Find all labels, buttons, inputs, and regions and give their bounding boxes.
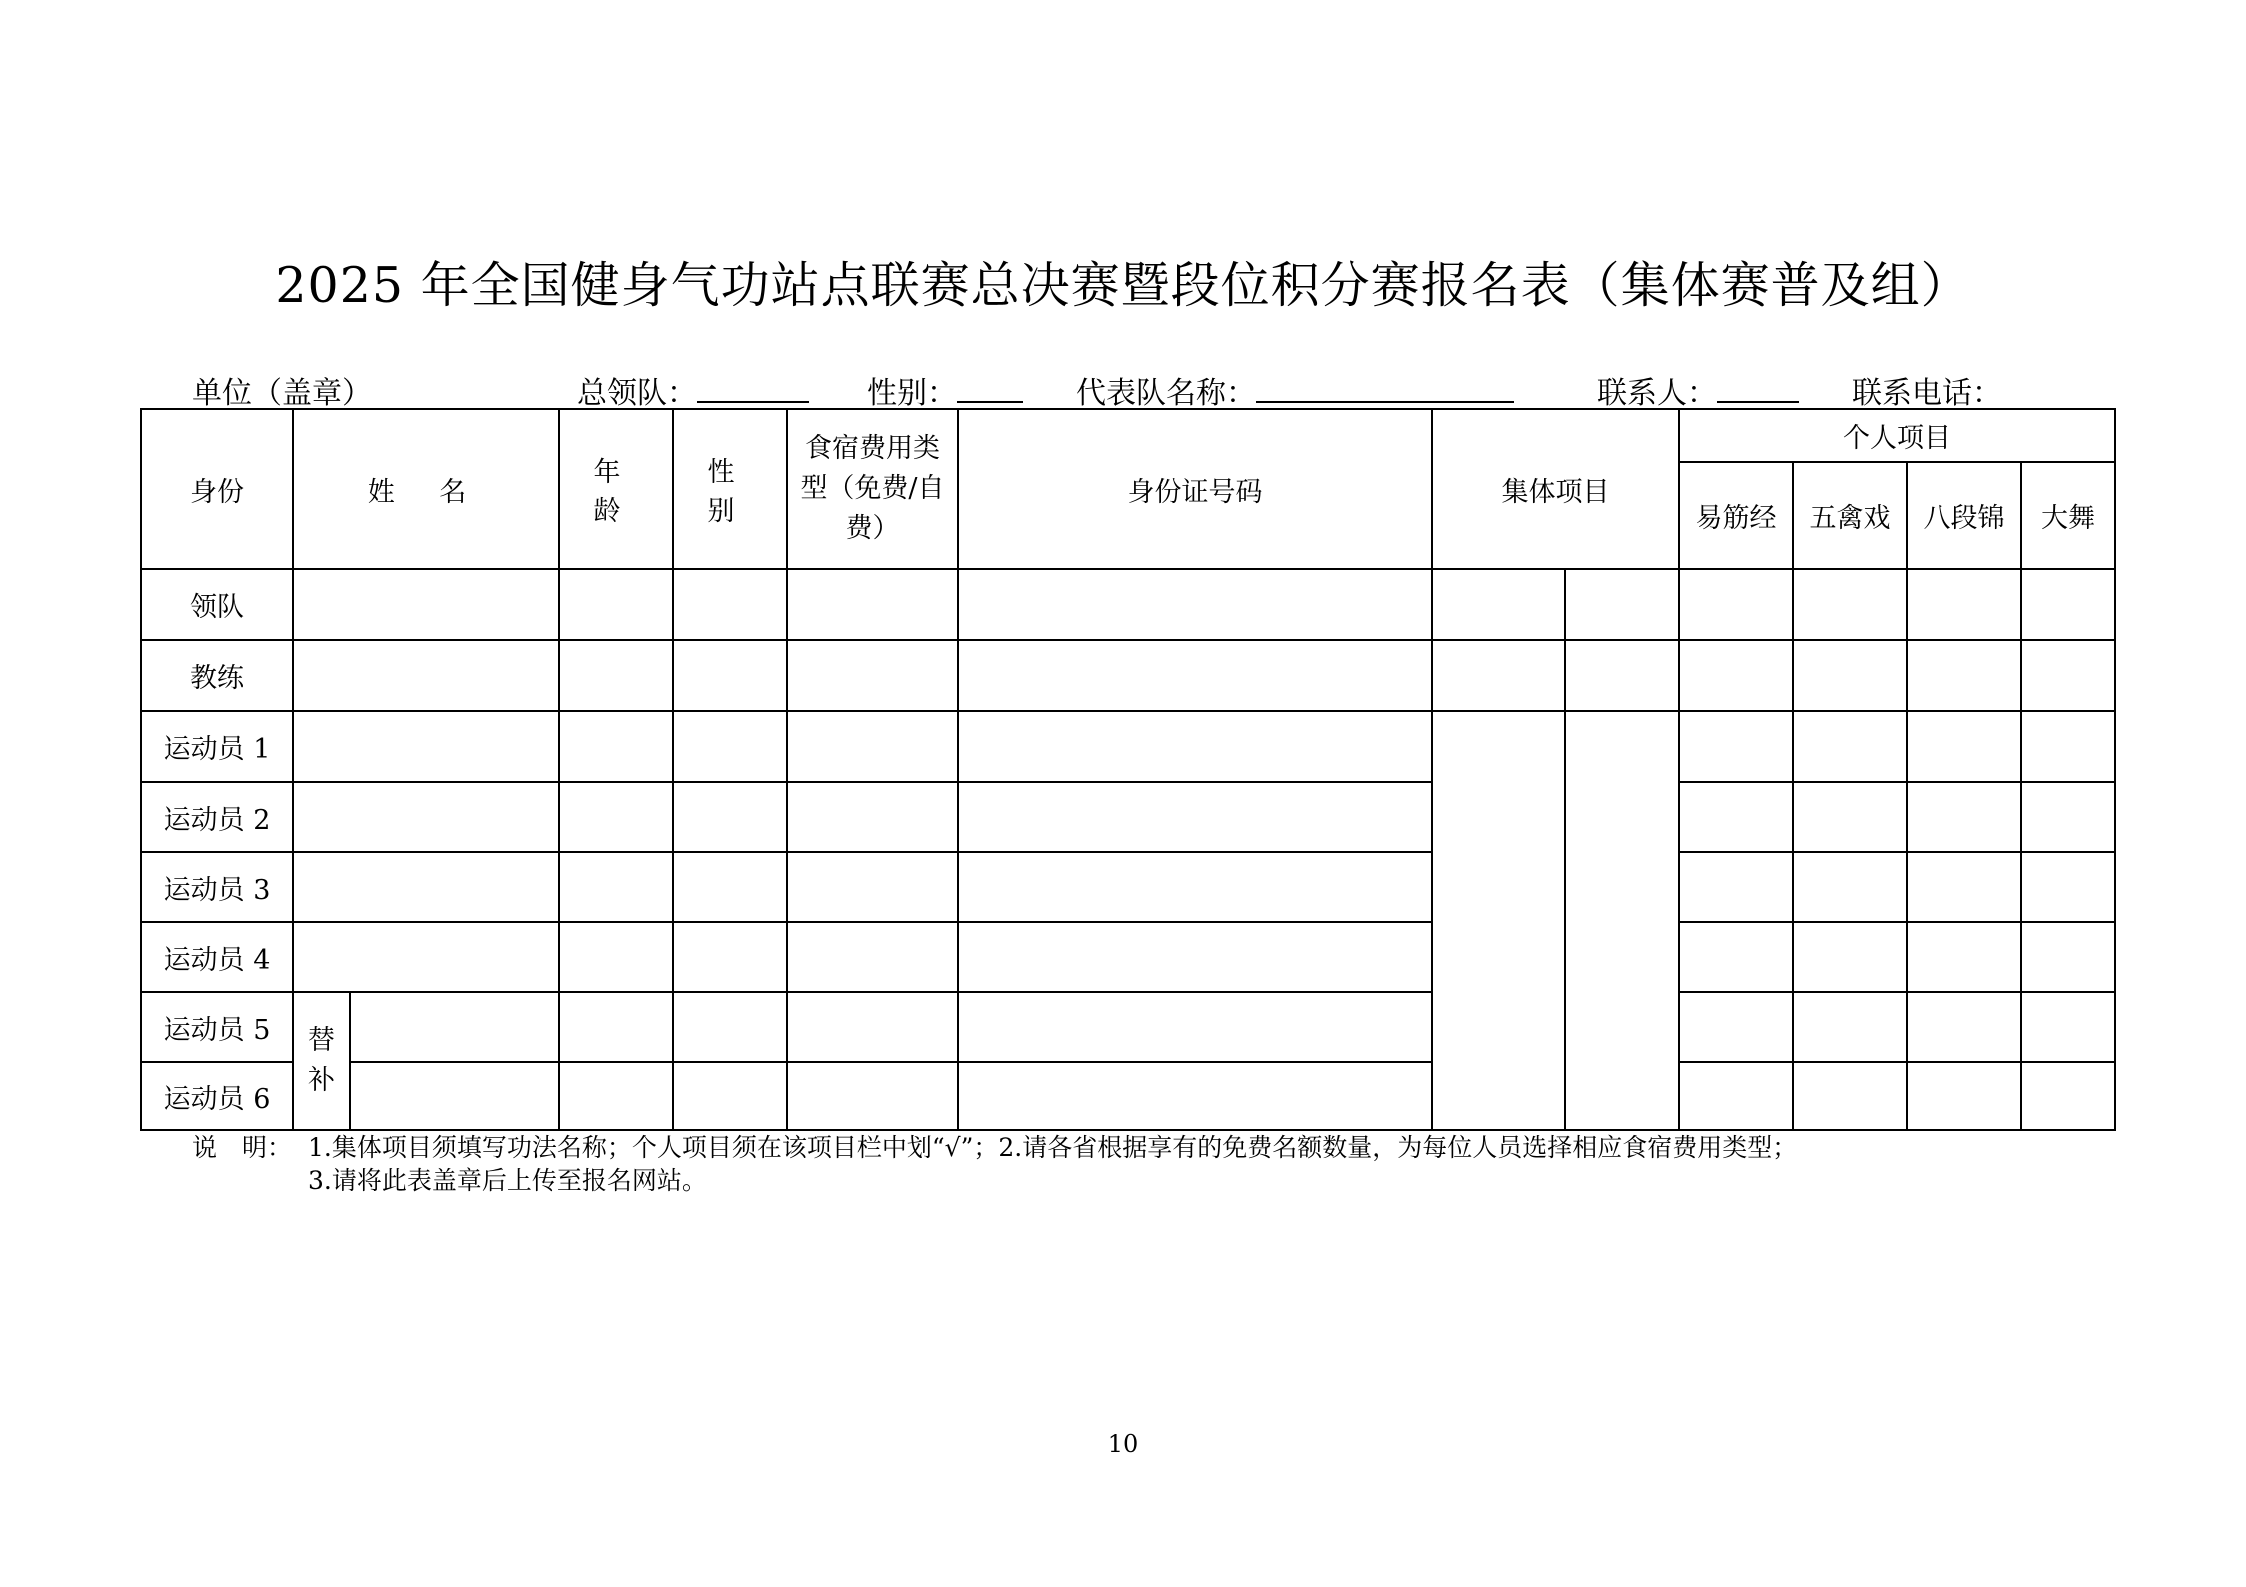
id-number-cell[interactable] xyxy=(958,782,1432,852)
page-number: 10 xyxy=(1107,1430,1139,1458)
age-cell[interactable] xyxy=(559,852,673,922)
dawu-cell[interactable] xyxy=(2021,1062,2115,1130)
age-cell[interactable] xyxy=(559,711,673,782)
wuqinxi-cell[interactable] xyxy=(1793,782,1907,852)
gender-cell[interactable] xyxy=(673,640,787,711)
contact-field xyxy=(1597,368,1799,412)
age-cell[interactable] xyxy=(559,640,673,711)
baduanjin-cell[interactable] xyxy=(1907,569,2021,640)
substitute-label: 替补 xyxy=(293,992,350,1130)
fee-type-cell[interactable] xyxy=(787,922,958,992)
group-event-cell[interactable] xyxy=(1432,640,1565,711)
id-number-cell[interactable] xyxy=(958,569,1432,640)
wuqinxi-cell[interactable] xyxy=(1793,852,1907,922)
col-header-name: 姓 名 xyxy=(293,409,559,569)
team-name-field xyxy=(1076,368,1514,412)
gender-blank[interactable] xyxy=(957,371,1023,403)
age-cell[interactable] xyxy=(559,1062,673,1130)
table-row xyxy=(141,640,2115,711)
team-name-label: 代表队名称： xyxy=(1076,376,1256,411)
gender-field xyxy=(867,368,1023,412)
baduanjin-cell[interactable] xyxy=(1907,782,2021,852)
fee-type-cell[interactable] xyxy=(787,782,958,852)
table-row xyxy=(141,852,2115,922)
name-cell[interactable] xyxy=(293,569,559,640)
row-label-athlete-3: 运动员 3 xyxy=(141,852,293,922)
row-label-athlete-5: 运动员 5 xyxy=(141,992,293,1062)
row-label-athlete-1: 运动员 1 xyxy=(141,711,293,782)
col-header-group-event: 集体项目 xyxy=(1432,409,1679,569)
contact-blank[interactable] xyxy=(1717,371,1799,403)
name-cell[interactable] xyxy=(293,711,559,782)
id-number-cell[interactable] xyxy=(958,992,1432,1062)
fee-type-cell[interactable] xyxy=(787,711,958,782)
leader-blank[interactable] xyxy=(697,371,809,403)
name-cell[interactable] xyxy=(293,782,559,852)
yijinjing-cell[interactable] xyxy=(1679,992,1793,1062)
col-header-yijinjing: 易筋经 xyxy=(1679,462,1793,569)
fee-type-cell[interactable] xyxy=(787,640,958,711)
col-header-identity: 身份 xyxy=(141,409,293,569)
notes-line-1: 1.集体项目须填写功法名称；个人项目须在该项目栏中划“√”；2.请各省根据享有的免费名额数量，为每位人员选择相应食宿费用类型； xyxy=(308,1133,1798,1162)
baduanjin-cell[interactable] xyxy=(1907,992,2021,1062)
dawu-cell[interactable] xyxy=(2021,640,2115,711)
group-event-cell[interactable] xyxy=(1565,569,1679,640)
dawu-cell[interactable] xyxy=(2021,922,2115,992)
id-number-cell[interactable] xyxy=(958,852,1432,922)
age-cell[interactable] xyxy=(559,782,673,852)
baduanjin-cell[interactable] xyxy=(1907,922,2021,992)
table-row xyxy=(141,1062,2115,1130)
leader-field xyxy=(577,368,809,412)
baduanjin-cell[interactable] xyxy=(1907,1062,2021,1130)
notes-label: 说 明： xyxy=(192,1133,293,1162)
contact-label: 联系人： xyxy=(1597,376,1717,411)
table-row xyxy=(141,711,2115,782)
gender-cell[interactable] xyxy=(673,782,787,852)
yijinjing-cell[interactable] xyxy=(1679,640,1793,711)
dawu-cell[interactable] xyxy=(2021,852,2115,922)
gender-cell[interactable] xyxy=(673,992,787,1062)
dawu-cell[interactable] xyxy=(2021,711,2115,782)
gender-cell[interactable] xyxy=(673,852,787,922)
wuqinxi-cell[interactable] xyxy=(1793,922,1907,992)
group-event-merged-cell[interactable] xyxy=(1432,711,1565,1130)
gender-cell[interactable] xyxy=(673,922,787,992)
col-header-dawu: 大舞 xyxy=(2021,462,2115,569)
row-label-athlete-4: 运动员 4 xyxy=(141,922,293,992)
age-cell[interactable] xyxy=(559,922,673,992)
phone-label: 联系电话： xyxy=(1852,376,2002,411)
id-number-cell[interactable] xyxy=(958,1062,1432,1130)
age-cell[interactable] xyxy=(559,992,673,1062)
registration-table xyxy=(140,408,2116,1131)
unit-label: 单位（盖章） xyxy=(192,376,372,411)
table-row xyxy=(141,569,2115,640)
baduanjin-cell[interactable] xyxy=(1907,711,2021,782)
leader-label: 总领队： xyxy=(577,376,697,411)
wuqinxi-cell[interactable] xyxy=(1793,711,1907,782)
col-header-gender: 性 别 xyxy=(673,409,787,569)
wuqinxi-cell[interactable] xyxy=(1793,1062,1907,1130)
row-label-athlete-6: 运动员 6 xyxy=(141,1062,293,1130)
id-number-cell[interactable] xyxy=(958,640,1432,711)
yijinjing-cell[interactable] xyxy=(1679,922,1793,992)
col-header-age: 年 龄 xyxy=(559,409,673,569)
fee-type-cell[interactable] xyxy=(787,992,958,1062)
row-label-coach: 教练 xyxy=(141,640,293,711)
wuqinxi-cell[interactable] xyxy=(1793,569,1907,640)
col-header-baduanjin: 八段锦 xyxy=(1907,462,2021,569)
baduanjin-cell[interactable] xyxy=(1907,640,2021,711)
group-event-merged-cell[interactable] xyxy=(1565,711,1679,1130)
fee-type-cell[interactable] xyxy=(787,852,958,922)
col-header-fee-type: 食宿费用类型（免费/自费） xyxy=(787,409,958,569)
yijinjing-cell[interactable] xyxy=(1679,1062,1793,1130)
id-number-cell[interactable] xyxy=(958,711,1432,782)
table-header-row-1 xyxy=(141,409,2115,462)
dawu-cell[interactable] xyxy=(2021,992,2115,1062)
dawu-cell[interactable] xyxy=(2021,782,2115,852)
name-cell[interactable] xyxy=(350,1062,559,1130)
yijinjing-cell[interactable] xyxy=(1679,711,1793,782)
dawu-cell[interactable] xyxy=(2021,569,2115,640)
name-cell[interactable] xyxy=(293,922,559,992)
gender-cell[interactable] xyxy=(673,569,787,640)
fee-type-cell[interactable] xyxy=(787,1062,958,1130)
group-event-cell[interactable] xyxy=(1565,640,1679,711)
table-row xyxy=(141,782,2115,852)
form-header xyxy=(192,368,2092,411)
col-header-id-number: 身份证号码 xyxy=(958,409,1432,569)
gender-cell[interactable] xyxy=(673,1062,787,1130)
yijinjing-cell[interactable] xyxy=(1679,852,1793,922)
table-row xyxy=(141,992,2115,1062)
name-cell[interactable] xyxy=(293,640,559,711)
notes-line-2: 3.请将此表盖章后上传至报名网站。 xyxy=(308,1166,707,1195)
name-cell[interactable] xyxy=(350,992,559,1062)
group-event-cell[interactable] xyxy=(1432,569,1565,640)
wuqinxi-cell[interactable] xyxy=(1793,992,1907,1062)
col-header-wuqinxi: 五禽戏 xyxy=(1793,462,1907,569)
col-header-individual: 个人项目 xyxy=(1679,409,2115,462)
table-row xyxy=(141,922,2115,992)
row-label-athlete-2: 运动员 2 xyxy=(141,782,293,852)
wuqinxi-cell[interactable] xyxy=(1793,640,1907,711)
form-title: 2025 年全国健身气功站点联赛总决赛暨段位积分赛报名表（集体赛普及组） xyxy=(275,257,1971,314)
id-number-cell[interactable] xyxy=(958,922,1432,992)
fee-type-cell[interactable] xyxy=(787,569,958,640)
yijinjing-cell[interactable] xyxy=(1679,782,1793,852)
age-cell[interactable] xyxy=(559,569,673,640)
yijinjing-cell[interactable] xyxy=(1679,569,1793,640)
team-name-blank[interactable] xyxy=(1256,371,1514,403)
gender-cell[interactable] xyxy=(673,711,787,782)
row-label-leader: 领队 xyxy=(141,569,293,640)
baduanjin-cell[interactable] xyxy=(1907,852,2021,922)
gender-label: 性别： xyxy=(867,376,957,411)
name-cell[interactable] xyxy=(293,852,559,922)
